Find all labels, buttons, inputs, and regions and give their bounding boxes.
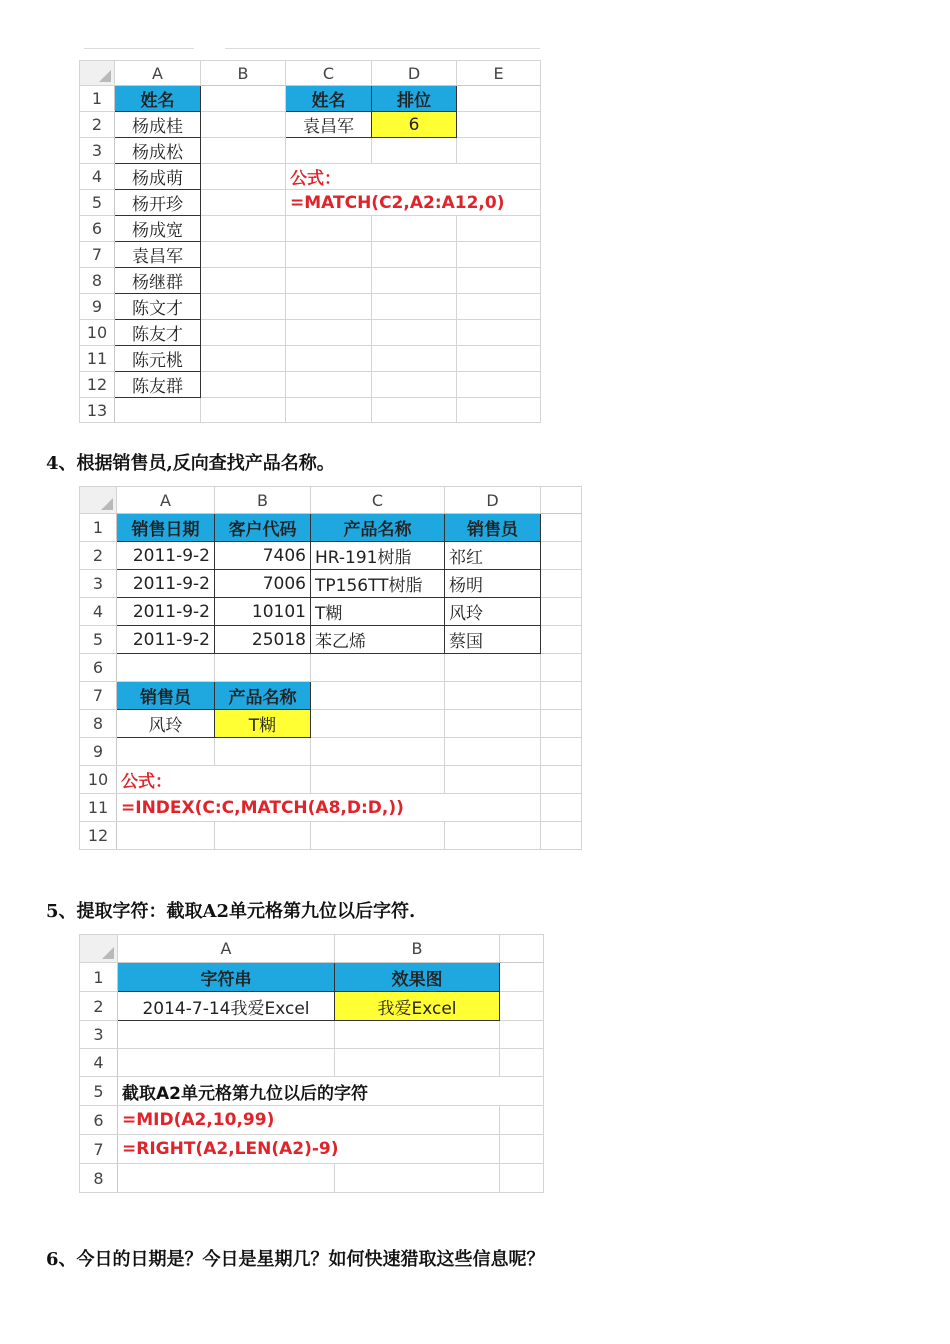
row-header[interactable]: 10 [80,766,117,794]
customer-code-cell[interactable]: 10101 [215,598,311,626]
cell[interactable] [115,398,201,423]
cell[interactable] [500,1106,544,1135]
cell[interactable] [500,1135,544,1164]
cell[interactable] [457,294,541,320]
header-cell-string[interactable]: 字符串 [118,963,335,992]
cell[interactable] [372,138,457,164]
cell[interactable] [445,766,541,794]
column-header-e[interactable] [541,487,582,514]
lookup-name-cell[interactable]: 袁昌军 [286,112,372,138]
cell[interactable] [372,268,457,294]
sheet-top-edge [84,48,194,49]
cell[interactable] [445,654,541,682]
spreadsheet-index-match [79,486,582,850]
cell[interactable] [311,738,445,766]
cell[interactable] [541,626,582,654]
formula-right[interactable]: =RIGHT(A2,LEN(A2)-9) [118,1135,500,1164]
cell[interactable] [286,268,372,294]
cell[interactable] [286,138,372,164]
row-header[interactable]: 1 [80,86,115,112]
salesperson-cell[interactable]: 蔡国 [445,626,541,654]
formula-label[interactable]: 公式： [286,164,541,190]
section-heading-5: 5、提取字符：截取A2单元格第九位以后字符. [46,901,416,922]
cell[interactable] [201,346,286,372]
product-name-cell[interactable]: 苯乙烯 [311,626,445,654]
row-header[interactable]: 7 [80,242,115,268]
lookup-header-product[interactable]: 产品名称 [215,682,311,710]
header-cell-result[interactable]: 效果图 [335,963,500,992]
column-header-e[interactable]: E [457,61,541,86]
cell[interactable] [372,242,457,268]
cell[interactable] [541,766,582,794]
cell[interactable] [457,346,541,372]
cell[interactable] [500,992,544,1021]
cell[interactable] [118,1049,335,1077]
row-header[interactable]: 6 [80,654,117,682]
source-string-cell[interactable]: 2014-7-14我爱Excel [118,992,335,1021]
cell[interactable] [541,542,582,570]
cell[interactable] [201,242,286,268]
row-header[interactable]: 3 [80,570,117,598]
cell[interactable] [286,216,372,242]
row-header[interactable]: 9 [80,738,117,766]
header-cell-rank[interactable]: 排位 [372,86,457,112]
date-cell[interactable]: 2011-9-2 [117,598,215,626]
cell[interactable] [201,216,286,242]
cell[interactable] [201,320,286,346]
row-header[interactable]: 13 [80,398,115,423]
row-header[interactable]: 3 [80,138,115,164]
cell[interactable] [541,822,582,850]
cell[interactable] [541,514,582,542]
name-cell[interactable]: 陈友群 [115,372,201,398]
cell[interactable] [457,216,541,242]
column-header-b[interactable]: B [335,935,500,963]
cell[interactable] [286,294,372,320]
cell[interactable] [541,570,582,598]
header-cell-product-name[interactable]: 产品名称 [311,514,445,542]
column-header-c[interactable]: C [311,487,445,514]
row-header[interactable]: 1 [80,963,118,992]
cell[interactable] [335,1049,500,1077]
cell[interactable] [541,738,582,766]
column-header-d[interactable]: D [372,61,457,86]
row-header[interactable]: 11 [80,346,115,372]
cell[interactable] [201,190,286,216]
date-cell[interactable]: 2011-9-2 [117,542,215,570]
cell[interactable] [117,822,215,850]
row-header[interactable]: 12 [80,372,115,398]
cell[interactable] [215,738,311,766]
cell[interactable] [541,654,582,682]
cell[interactable] [457,242,541,268]
cell[interactable] [286,372,372,398]
select-all-corner[interactable] [80,935,118,963]
spreadsheet-match [79,60,541,423]
cell[interactable] [286,242,372,268]
cell[interactable] [286,346,372,372]
cell[interactable] [335,1164,500,1193]
cell[interactable] [445,710,541,738]
cell[interactable] [286,398,372,423]
column-header-c[interactable] [500,935,544,963]
row-header[interactable]: 6 [80,1106,118,1135]
name-cell[interactable]: 袁昌军 [115,242,201,268]
cell[interactable] [201,372,286,398]
formula-label[interactable]: 公式： [117,766,311,794]
section-heading-4: 4、根据销售员,反向查找产品名称。 [46,453,335,474]
cell[interactable] [457,112,541,138]
row-header[interactable]: 6 [80,216,115,242]
cell[interactable] [118,1164,335,1193]
description-text[interactable]: 截取A2单元格第九位以后的字符 [118,1077,544,1106]
cell[interactable] [541,794,582,822]
row-header[interactable]: 7 [80,1135,118,1164]
cell[interactable] [457,372,541,398]
spreadsheet-extract-chars [79,934,544,1193]
cell[interactable] [541,682,582,710]
lookup-header-salesperson[interactable]: 销售员 [117,682,215,710]
select-all-corner[interactable] [80,61,115,86]
customer-code-cell[interactable]: 7006 [215,570,311,598]
row-header[interactable]: 9 [80,294,115,320]
salesperson-cell[interactable]: 杨明 [445,570,541,598]
row-header[interactable]: 8 [80,1164,118,1193]
row-header[interactable]: 3 [80,1021,118,1049]
cell[interactable] [541,710,582,738]
row-header[interactable]: 10 [80,320,115,346]
name-cell[interactable]: 陈元桃 [115,346,201,372]
cell[interactable] [118,1021,335,1049]
row-header[interactable]: 2 [80,112,115,138]
row-header[interactable]: 12 [80,822,117,850]
cell[interactable] [201,164,286,190]
cell[interactable] [500,1021,544,1049]
cell[interactable] [372,294,457,320]
cell[interactable] [372,320,457,346]
cell[interactable] [201,294,286,320]
column-header-b[interactable]: B [201,61,286,86]
header-cell-salesperson[interactable]: 销售员 [445,514,541,542]
cell[interactable] [201,138,286,164]
name-cell[interactable]: 陈友才 [115,320,201,346]
row-header[interactable]: 7 [80,682,117,710]
date-cell[interactable]: 2011-9-2 [117,570,215,598]
cell[interactable] [457,268,541,294]
cell[interactable] [372,346,457,372]
select-all-corner[interactable] [80,487,117,514]
row-header[interactable]: 1 [80,514,117,542]
cell[interactable] [201,112,286,138]
cell[interactable] [372,216,457,242]
row-header[interactable]: 5 [80,190,115,216]
rank-result-cell[interactable]: 6 [372,112,457,138]
name-cell[interactable]: 杨开珍 [115,190,201,216]
formula-mid[interactable]: =MID(A2,10,99) [118,1106,500,1135]
cell[interactable] [215,654,311,682]
section-heading-6: 6、今日的日期是？今日是星期几？如何快速猎取这些信息呢？ [46,1249,545,1270]
column-header-a[interactable]: A [115,61,201,86]
name-cell[interactable]: 杨成松 [115,138,201,164]
row-header[interactable]: 4 [80,164,115,190]
cell[interactable] [311,766,445,794]
cell[interactable] [500,1164,544,1193]
salesperson-cell[interactable]: 风玲 [445,598,541,626]
product-name-cell[interactable]: HR-191树脂 [311,542,445,570]
extracted-result-cell[interactable]: 我爱Excel [335,992,500,1021]
product-name-cell[interactable]: TP156TT树脂 [311,570,445,598]
row-header[interactable]: 8 [80,710,117,738]
cell[interactable] [372,398,457,423]
cell[interactable] [457,138,541,164]
header-cell-customer-code[interactable]: 客户代码 [215,514,311,542]
cell[interactable] [311,822,445,850]
cell[interactable] [311,710,445,738]
cell[interactable] [445,822,541,850]
column-header-a[interactable]: A [118,935,335,963]
formula-text[interactable]: =INDEX(C:C,MATCH(A8,D:D,)) [117,794,541,822]
row-header[interactable]: 2 [80,992,118,1021]
cell[interactable] [335,1021,500,1049]
cell[interactable] [286,320,372,346]
cell[interactable] [457,398,541,423]
name-cell[interactable]: 杨成桂 [115,112,201,138]
column-header-d[interactable]: D [445,487,541,514]
cell[interactable] [117,654,215,682]
cell[interactable] [311,682,445,710]
date-cell[interactable]: 2011-9-2 [117,626,215,654]
cell[interactable] [445,738,541,766]
cell[interactable] [500,1049,544,1077]
cell[interactable] [457,86,541,112]
cell[interactable] [201,86,286,112]
cell[interactable] [372,372,457,398]
row-header[interactable]: 8 [80,268,115,294]
header-cell-name[interactable]: 姓名 [286,86,372,112]
name-cell[interactable]: 陈文才 [115,294,201,320]
cell[interactable] [457,320,541,346]
name-cell[interactable]: 杨继群 [115,268,201,294]
sheet-top-edge [225,48,540,49]
row-header[interactable]: 11 [80,794,117,822]
cell[interactable] [541,598,582,626]
column-header-b[interactable]: B [215,487,311,514]
column-header-a[interactable]: A [117,487,215,514]
row-header[interactable]: 4 [80,1049,118,1077]
cell[interactable] [311,654,445,682]
cell[interactable] [215,822,311,850]
header-cell-sale-date[interactable]: 销售日期 [117,514,215,542]
header-cell-name[interactable]: 姓名 [115,86,201,112]
cell[interactable] [445,682,541,710]
lookup-result-cell[interactable]: T糊 [215,710,311,738]
row-header[interactable]: 5 [80,626,117,654]
column-header-c[interactable]: C [286,61,372,86]
customer-code-cell[interactable]: 25018 [215,626,311,654]
lookup-value-cell[interactable]: 风玲 [117,710,215,738]
customer-code-cell[interactable]: 7406 [215,542,311,570]
product-name-cell[interactable]: T糊 [311,598,445,626]
salesperson-cell[interactable]: 祁红 [445,542,541,570]
row-header[interactable]: 4 [80,598,117,626]
name-cell[interactable]: 杨成萌 [115,164,201,190]
cell[interactable] [201,268,286,294]
row-header[interactable]: 5 [80,1077,118,1106]
name-cell[interactable]: 杨成宽 [115,216,201,242]
cell[interactable] [117,738,215,766]
cell[interactable] [201,398,286,423]
cell[interactable] [500,963,544,992]
row-header[interactable]: 2 [80,542,117,570]
formula-text[interactable]: =MATCH(C2,A2:A12,0) [286,190,541,216]
